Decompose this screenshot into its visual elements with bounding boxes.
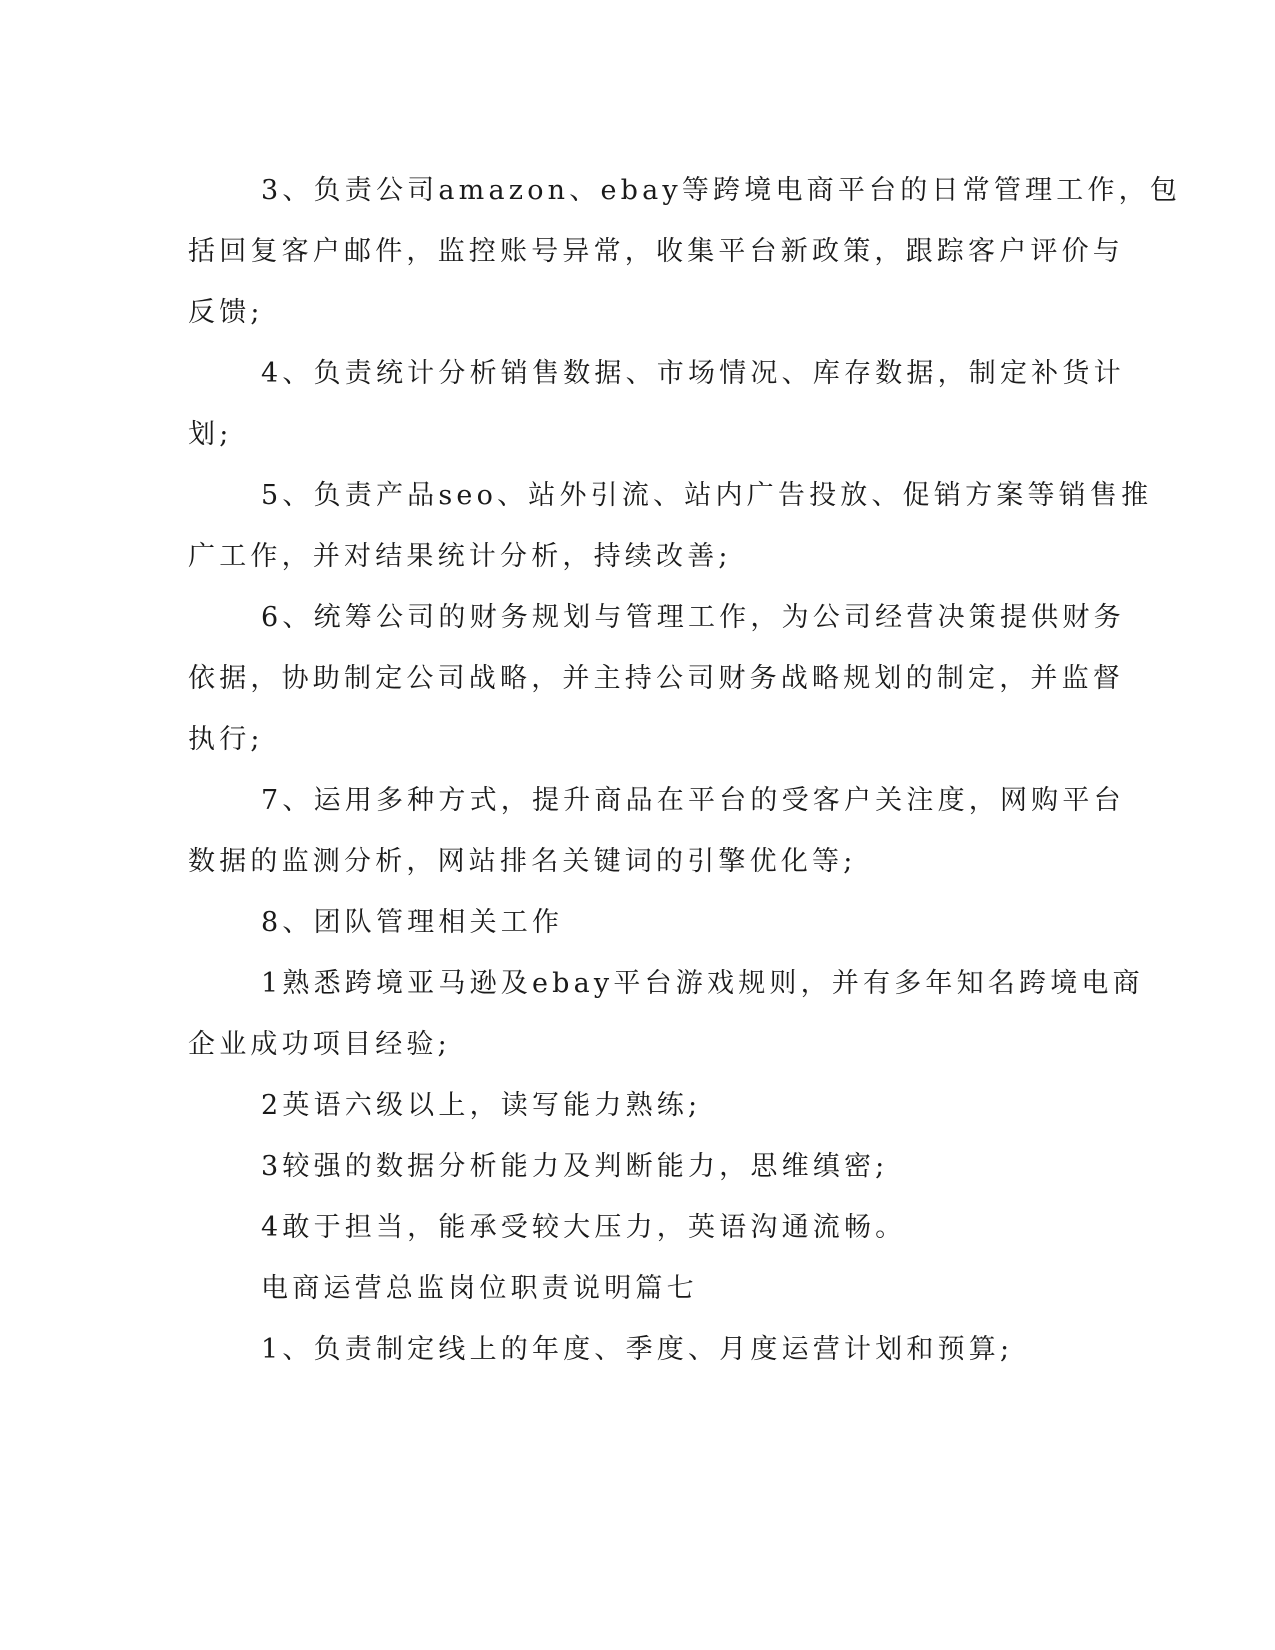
duty-5-line-1: 5、负责产品seo、站外引流、站内广告投放、促销方案等销售推 — [261, 480, 1153, 511]
document-body — [188, 160, 1182, 1380]
duty-3-line-2: 括回复客户邮件，监控账号异常，收集平台新政策，跟踪客户评价与 — [188, 236, 1124, 267]
duty-6-line-3: 执行; — [188, 724, 264, 755]
duty-4-line-2: 划; — [188, 419, 233, 450]
requirement-2-line: 2英语六级以上，读写能力熟练; — [261, 1090, 702, 1121]
duty-6-line-1: 6、统筹公司的财务规划与管理工作，为公司经营决策提供财务 — [261, 602, 1125, 633]
section-heading: 电商运营总监岗位职责说明篇七 — [261, 1273, 698, 1304]
duty-7-line-2: 数据的监测分析，网站排名关键词的引擎优化等; — [188, 846, 857, 877]
requirement-3-line: 3较强的数据分析能力及判断能力，思维缜密; — [261, 1151, 889, 1182]
requirement-1-line-1: 1熟悉跨境亚马逊及ebay平台游戏规则，并有多年知名跨境电商 — [261, 968, 1144, 999]
duty-8-line-1: 8、团队管理相关工作 — [261, 907, 564, 938]
duty-3-line-1: 3、负责公司amazon、ebay等跨境电商平台的日常管理工作，包 — [261, 175, 1182, 206]
duty-3-line-3: 反馈; — [188, 297, 264, 328]
duty-4-line-1: 4、负责统计分析销售数据、市场情况、库存数据，制定补货计 — [261, 358, 1125, 389]
duty-6-line-2: 依据，协助制定公司战略，并主持公司财务战略规划的制定，并监督 — [188, 663, 1124, 694]
duty-7-line-1: 7、运用多种方式，提升商品在平台的受客户关注度，网购平台 — [261, 785, 1125, 816]
duty-5-line-2: 广工作，并对结果统计分析，持续改善; — [188, 541, 732, 572]
requirement-1-line-2: 企业成功项目经验; — [188, 1029, 451, 1060]
requirement-4-line: 4敢于担当，能承受较大压力，英语沟通流畅。 — [261, 1212, 907, 1243]
section-7-duty-1-line: 1、负责制定线上的年度、季度、月度运营计划和预算; — [261, 1334, 1014, 1365]
